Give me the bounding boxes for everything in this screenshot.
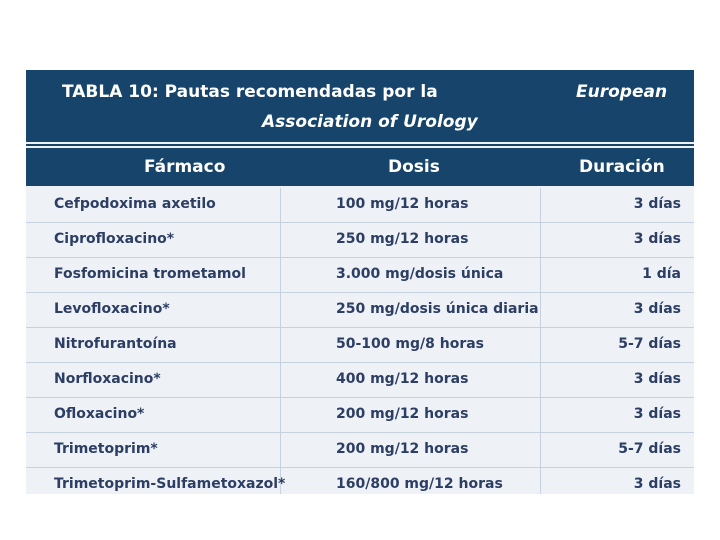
table-row — [26, 293, 694, 328]
cell-duracion: 3 días — [633, 196, 681, 212]
cell-dosis: 250 mg/12 horas — [336, 231, 469, 247]
table-row — [26, 258, 694, 293]
cell-dosis: 50-100 mg/8 horas — [336, 336, 484, 352]
title-separator — [26, 144, 694, 146]
cell-duracion: 5-7 días — [618, 336, 681, 352]
cell-duracion: 5-7 días — [618, 441, 681, 457]
cell-duracion: 1 día — [642, 266, 681, 282]
cell-dosis: 250 mg/dosis única diaria — [336, 301, 539, 317]
cell-farmaco: Nitrofurantoína — [54, 336, 177, 352]
cell-dosis: 200 mg/12 horas — [336, 441, 469, 457]
cell-duracion: 3 días — [633, 231, 681, 247]
cell-duracion: 3 días — [633, 301, 681, 317]
table-row — [26, 468, 694, 502]
cell-farmaco: Trimetoprim* — [54, 441, 158, 457]
table-row — [26, 328, 694, 363]
cell-farmaco: Norfloxacino* — [54, 371, 161, 387]
cell-farmaco: Cefpodoxima axetilo — [54, 196, 216, 212]
table-row — [26, 398, 694, 433]
column-header-farmaco: Fármaco — [144, 157, 226, 177]
cell-dosis: 400 mg/12 horas — [336, 371, 469, 387]
cell-dosis: 100 mg/12 horas — [336, 196, 469, 212]
table-body — [26, 188, 694, 502]
cell-duracion: 3 días — [633, 476, 681, 492]
cell-farmaco: Ofloxacino* — [54, 406, 145, 422]
cell-farmaco: Levofloxacino* — [54, 301, 170, 317]
cell-farmaco: Fosfomicina trometamol — [54, 266, 246, 282]
table-row — [26, 223, 694, 258]
table-title-association: Association of Urology — [262, 112, 478, 132]
cell-dosis: 160/800 mg/12 horas — [336, 476, 503, 492]
table-row — [26, 433, 694, 468]
dosage-table — [26, 70, 694, 494]
table-title-band — [26, 70, 694, 142]
column-header-dosis: Dosis — [388, 157, 440, 177]
table-header-row — [26, 148, 694, 186]
cell-duracion: 3 días — [633, 406, 681, 422]
cell-dosis: 200 mg/12 horas — [336, 406, 469, 422]
cell-farmaco: Trimetoprim-Sulfametoxazol* — [54, 476, 286, 492]
table-title-european: European — [576, 82, 668, 102]
cell-farmaco: Ciprofloxacino* — [54, 231, 175, 247]
column-header-duracion: Duración — [579, 157, 665, 177]
table-row — [26, 363, 694, 398]
table-title: TABLA 10: Pautas recomendadas por la — [62, 82, 438, 102]
cell-dosis: 3.000 mg/dosis única — [336, 266, 504, 282]
table-row — [26, 188, 694, 223]
cell-duracion: 3 días — [633, 371, 681, 387]
